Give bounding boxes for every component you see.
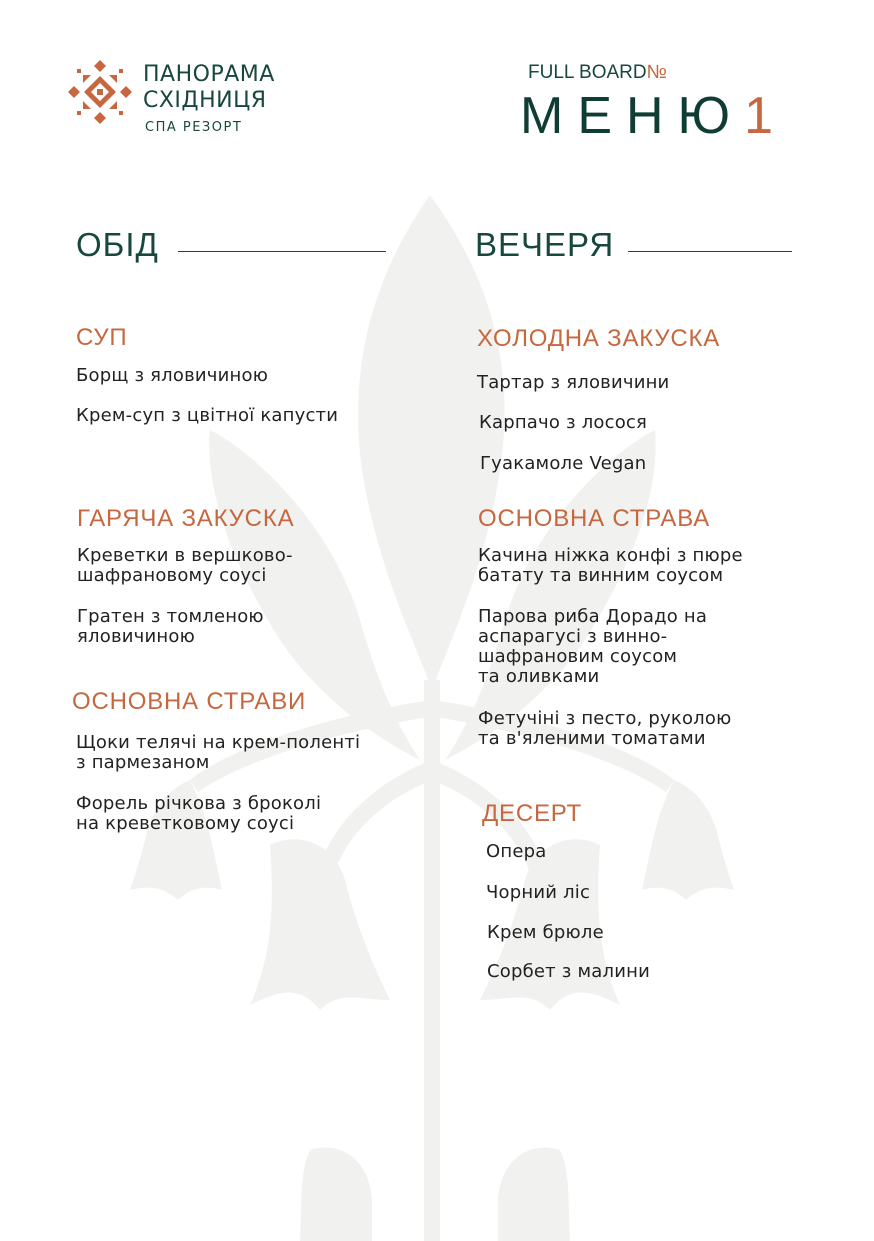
lunch-item: Борщ з яловичиною bbox=[76, 365, 269, 386]
logo-subtitle: СПА РЕЗОРТ bbox=[145, 120, 243, 135]
dinner-item: Крем брюле bbox=[487, 922, 604, 943]
dinner-section-title: ДЕСЕРТ bbox=[482, 800, 582, 827]
lunch-heading: ОБІД bbox=[76, 226, 159, 263]
logo-ornament-icon bbox=[66, 58, 134, 126]
lunch-section-title: СУП bbox=[76, 324, 128, 351]
dinner-item: Качина ніжка конфі з пюре батату та винним соусом bbox=[478, 545, 743, 586]
dinner-item: Тартар з яловичини bbox=[477, 372, 670, 393]
board-type bbox=[528, 62, 667, 84]
dinner-heading: ВЕЧЕРЯ bbox=[475, 226, 615, 263]
lunch-item: Креветки в вершково- шафрановому соусі bbox=[77, 545, 293, 586]
dinner-heading-rule bbox=[628, 251, 792, 252]
lunch-section-title: ОСНОВНА СТРАВИ bbox=[72, 688, 307, 715]
menu-title bbox=[520, 88, 787, 145]
dinner-item: Чорний ліс bbox=[486, 882, 591, 903]
board-label: FULL BOARD bbox=[528, 62, 647, 83]
logo-title-line2: СХІДНИЦЯ bbox=[143, 88, 267, 113]
menu-word: МЕНЮ bbox=[520, 87, 745, 145]
dinner-item: Фетучіні з песто, руколою та в'яленими томатами bbox=[478, 708, 732, 749]
dinner-section-title: ОСНОВНА СТРАВА bbox=[478, 505, 711, 532]
dinner-item: Сорбет з малини bbox=[487, 961, 650, 982]
dinner-item: Карпачо з лосося bbox=[479, 412, 648, 433]
lunch-item: Крем-суп з цвітної капусти bbox=[76, 405, 339, 426]
menu-number: 1 bbox=[744, 87, 788, 145]
dinner-item: Гуакамоле Vegan bbox=[480, 453, 647, 474]
lunch-section-title: ГАРЯЧА ЗАКУСКА bbox=[77, 505, 295, 532]
number-sign: № bbox=[646, 62, 667, 83]
dinner-section-title: ХОЛОДНА ЗАКУСКА bbox=[477, 325, 721, 352]
lunch-item: Форель річкова з броколі на креветковому соусі bbox=[76, 793, 322, 834]
logo-title-line1: ПАНОРАМА bbox=[143, 62, 275, 87]
lunch-item: Щоки телячі на крем-поленті з пармезаном bbox=[76, 732, 361, 773]
lunch-item: Гратен з томленою яловичиною bbox=[77, 606, 264, 647]
lunch-heading-rule bbox=[178, 251, 386, 252]
dinner-item: Опера bbox=[486, 841, 547, 862]
dinner-item: Парова риба Дорадо на аспарагусі з винно- шафрановим соусом та оливками bbox=[478, 606, 708, 687]
